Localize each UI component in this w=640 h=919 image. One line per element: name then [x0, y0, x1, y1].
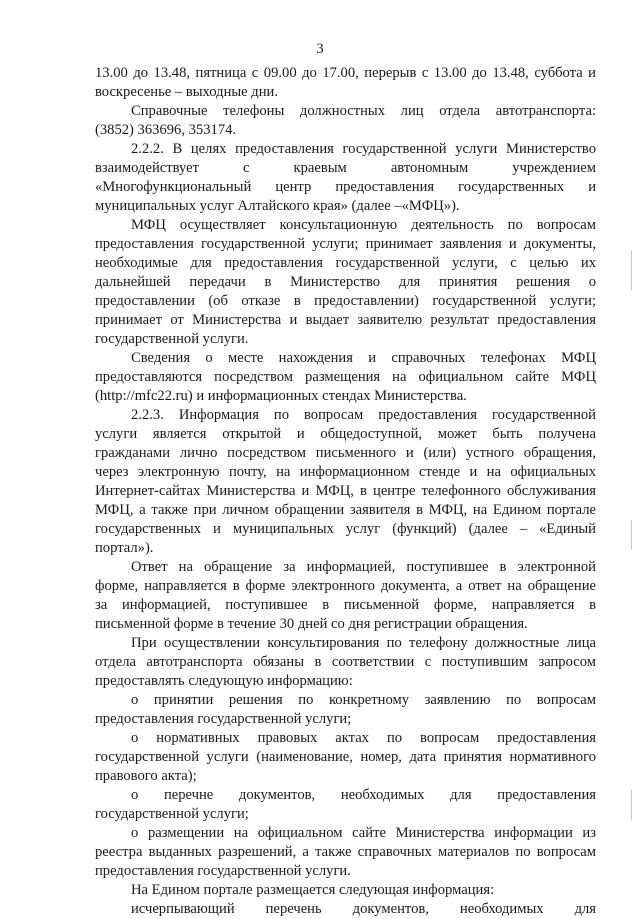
- text-line: муниципальных услуг Алтайского края» (далее –«МФЦ»).: [95, 198, 460, 214]
- text-line: Справочные телефоны должностных лиц отдела автотранспорта:: [131, 103, 596, 119]
- text-line: о нормативных правовых актах по вопросам предоставления: [131, 730, 596, 746]
- text-line: предоставляются посредством размещения на официальном сайте МФЦ: [95, 369, 596, 385]
- text-line: Интернет-сайтах Министерства и МФЦ, в центре телефонного обслуживания: [95, 483, 596, 499]
- text-line: реестра выданных разрешений, а также справочных материалов по вопросам: [95, 844, 596, 860]
- text-line: предоставления государственной услуги;: [95, 711, 352, 727]
- text-line: принимает от Министерства и выдает заявителю результат предоставления: [95, 312, 596, 328]
- scan-edge-mark: [631, 790, 632, 820]
- text-line: воскресенье – выходные дни.: [95, 84, 278, 100]
- text-line: 13.00 до 13.48, пятница с 09.00 до 17.00, перерыв с 13.00 до 13.48, суббота и: [95, 65, 596, 81]
- text-line: государственной услуги.: [95, 331, 249, 347]
- page-number: 3: [316, 41, 324, 57]
- text-line: предоставления государственной услуги; принимает заявления и документы,: [95, 236, 596, 252]
- text-line: услуги является открытой и общедоступной, может быть получена: [95, 426, 596, 442]
- text-line: Сведения о месте нахождения и справочных телефонах МФЦ: [131, 350, 596, 366]
- text-line: (3852) 363696, 353174.: [95, 122, 237, 138]
- text-line: МФЦ осуществляет консультационную деятельность по вопросам: [131, 217, 596, 233]
- text-line: МФЦ, а также при личном обращении заявителя в МФЦ, на Едином портале: [95, 502, 596, 518]
- text-line: дальнейшей передачи в Министерство для принятия решения о: [95, 274, 596, 290]
- text-line: исчерпывающий перечень документов, необходимых для: [131, 901, 596, 917]
- text-line: государственной услуги (наименование, номер, дата принятия нормативного: [95, 749, 596, 765]
- text-line: предоставлении (об отказе в предоставлении) государственной услуги;: [95, 293, 596, 309]
- text-line: за информацией, поступившее в письменной форме, направляется в: [95, 597, 596, 613]
- text-line: При осуществлении консультирования по телефону должностные лица: [131, 635, 596, 651]
- text-line: Ответ на обращение за информацией, поступившее в электронной: [131, 559, 596, 575]
- scan-edge-mark: [631, 250, 632, 290]
- text-line: необходимые для предоставления государственной услуги, с целью их: [95, 255, 596, 271]
- text-line: 2.2.2. В целях предоставления государственной услуги Министерство: [131, 141, 596, 157]
- text-line: «Многофункциональный центр предоставления государственных и: [95, 179, 596, 195]
- text-line: письменной форме в течение 30 дней со дня регистрации обращения.: [95, 616, 528, 632]
- text-line: форме, направляется в форме электронного документа, а ответ на обращение: [95, 578, 596, 594]
- scan-edge-mark: [631, 520, 632, 550]
- text-line: портал»).: [95, 540, 154, 556]
- document-body: [95, 64, 596, 919]
- text-line: На Едином портале размещается следующая информация:: [131, 882, 495, 898]
- text-line: 2.2.3. Информация по вопросам предоставления государственной: [131, 407, 596, 423]
- text-line: предоставления государственной услуги.: [95, 863, 351, 879]
- text-line: правового акта);: [95, 768, 197, 784]
- text-line: (http://mfc22.ru) и информационных стендах Министерства.: [95, 388, 467, 404]
- text-line: о принятии решения по конкретному заявлению по вопросам: [131, 692, 596, 708]
- text-line: о перечне документов, необходимых для предоставления: [131, 787, 596, 803]
- text-line: государственной услуги;: [95, 806, 249, 822]
- text-line: государственных и муниципальных услуг (функций) (далее – «Единый: [95, 521, 596, 537]
- text-line: через электронную почту, на информационном стенде и на официальных: [95, 464, 596, 480]
- text-line: взаимодействует с краевым автономным учреждением: [95, 160, 596, 176]
- text-line: отдела автотранспорта обязаны в соответствии с поступившим запросом: [95, 654, 596, 670]
- text-line: предоставлять следующую информацию:: [95, 673, 353, 689]
- text-line: о размещении на официальном сайте Министерства информации из: [131, 825, 596, 841]
- text-line: гражданами лично посредством письменного и (или) устного обращения,: [95, 445, 596, 461]
